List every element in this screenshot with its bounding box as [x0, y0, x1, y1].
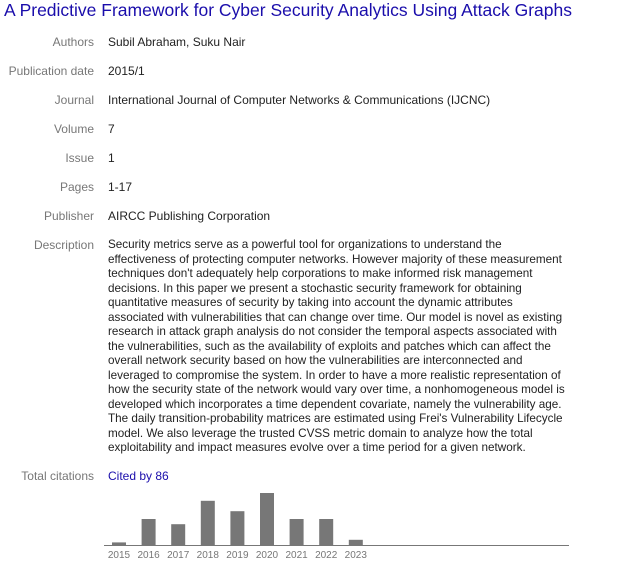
- citation-bar-2017[interactable]: [171, 524, 185, 545]
- citations-per-year-chart: [104, 486, 574, 562]
- description-line: effectiveness of protecting computer networks. However majority of these measurement: [108, 252, 562, 266]
- citation-bar-2020[interactable]: [260, 493, 274, 545]
- description-line: decisions. In this paper we present a stochastic security framework for obtaining: [108, 281, 522, 295]
- citation-bar-2022[interactable]: [319, 519, 333, 545]
- total-citations-label: Total citations: [21, 469, 94, 483]
- description-text: [108, 238, 568, 456]
- citation-bar-2015[interactable]: [112, 542, 126, 545]
- year-tick-label: 2021: [285, 550, 308, 561]
- issue-label: Issue: [65, 151, 94, 165]
- cited-by-link[interactable]: Cited by 86: [108, 469, 169, 483]
- journal-value: International Journal of Computer Networks & Communications (IJCNC): [108, 93, 491, 107]
- description-line: Security metrics serve as a powerful tool for organizations to understand the: [108, 238, 502, 251]
- citation-bar-2018[interactable]: [201, 501, 215, 545]
- year-tick-label: 2018: [196, 550, 219, 561]
- total-citations-value: [108, 469, 568, 483]
- citation-bar-2016[interactable]: [142, 519, 156, 545]
- publication-date-label: Publication date: [8, 64, 94, 78]
- publisher-value: AIRCC Publishing Corporation: [108, 209, 271, 223]
- year-tick-label: 2017: [167, 550, 190, 561]
- description-line: quantitative measures of security by taking into account the dynamic attributes: [108, 296, 513, 309]
- description-line: The daily transition-probability matrices are estimated using Frei's Vulnerability Lifecycle: [108, 412, 563, 425]
- year-tick-label: 2016: [137, 550, 160, 561]
- authors-value: Subil Abraham, Suku Nair: [108, 35, 246, 49]
- description-line: the vulnerabilities, such as the availability of exploits and patches which can affect the: [108, 339, 551, 353]
- description-line: how the security state of the network would vary over time, a nonhomogeneous model is: [108, 383, 565, 396]
- volume-value: 7: [108, 122, 115, 136]
- description-line: model. We also leverage the trusted CVSS metric domain to analyze how the total: [108, 426, 533, 440]
- description-line: research in attack graph analysis do not consider the temporal aspects associated with: [108, 325, 557, 338]
- pages-label: Pages: [59, 180, 94, 194]
- description-line: techniques don't adequately help corporations to make informed risk management: [108, 267, 533, 280]
- issue-value: 1: [108, 151, 115, 165]
- description-label: Description: [33, 238, 94, 252]
- authors-label: Authors: [52, 35, 94, 49]
- year-tick-label: 2023: [344, 550, 367, 561]
- citation-bar-2019[interactable]: [230, 511, 244, 545]
- description-line: associated with vulnerabilities that can change over time. Our model is novel as existing: [108, 310, 563, 324]
- article-title-link[interactable]: A Predictive Framework for Cyber Security Analytics Using Attack Graphs: [4, 0, 572, 20]
- description-line: exploitability and impact measures evolve over a time period for a given network.: [108, 441, 526, 454]
- year-tick-label: 2020: [255, 550, 279, 561]
- description-line: developed which incorporates a time dependent covariate, namely the vulnerability age.: [108, 397, 562, 411]
- journal-label: Journal: [54, 93, 94, 107]
- publication-date-value: 2015/1: [108, 64, 145, 78]
- description-line: overall network security based on how the vulnerabilities are interconnected and: [108, 354, 523, 367]
- pages-value: 1-17: [108, 180, 133, 194]
- citation-bar-2023[interactable]: [349, 540, 363, 545]
- publisher-label: Publisher: [43, 209, 94, 223]
- volume-label: Volume: [53, 122, 94, 136]
- year-tick-label: 2019: [226, 550, 249, 561]
- year-tick-label: 2015: [107, 550, 131, 561]
- year-tick-label: 2022: [315, 550, 338, 561]
- citation-bar-2021[interactable]: [290, 519, 304, 545]
- description-line: leveraged to compromise the system. In order to have a more realistic representation of: [108, 368, 561, 382]
